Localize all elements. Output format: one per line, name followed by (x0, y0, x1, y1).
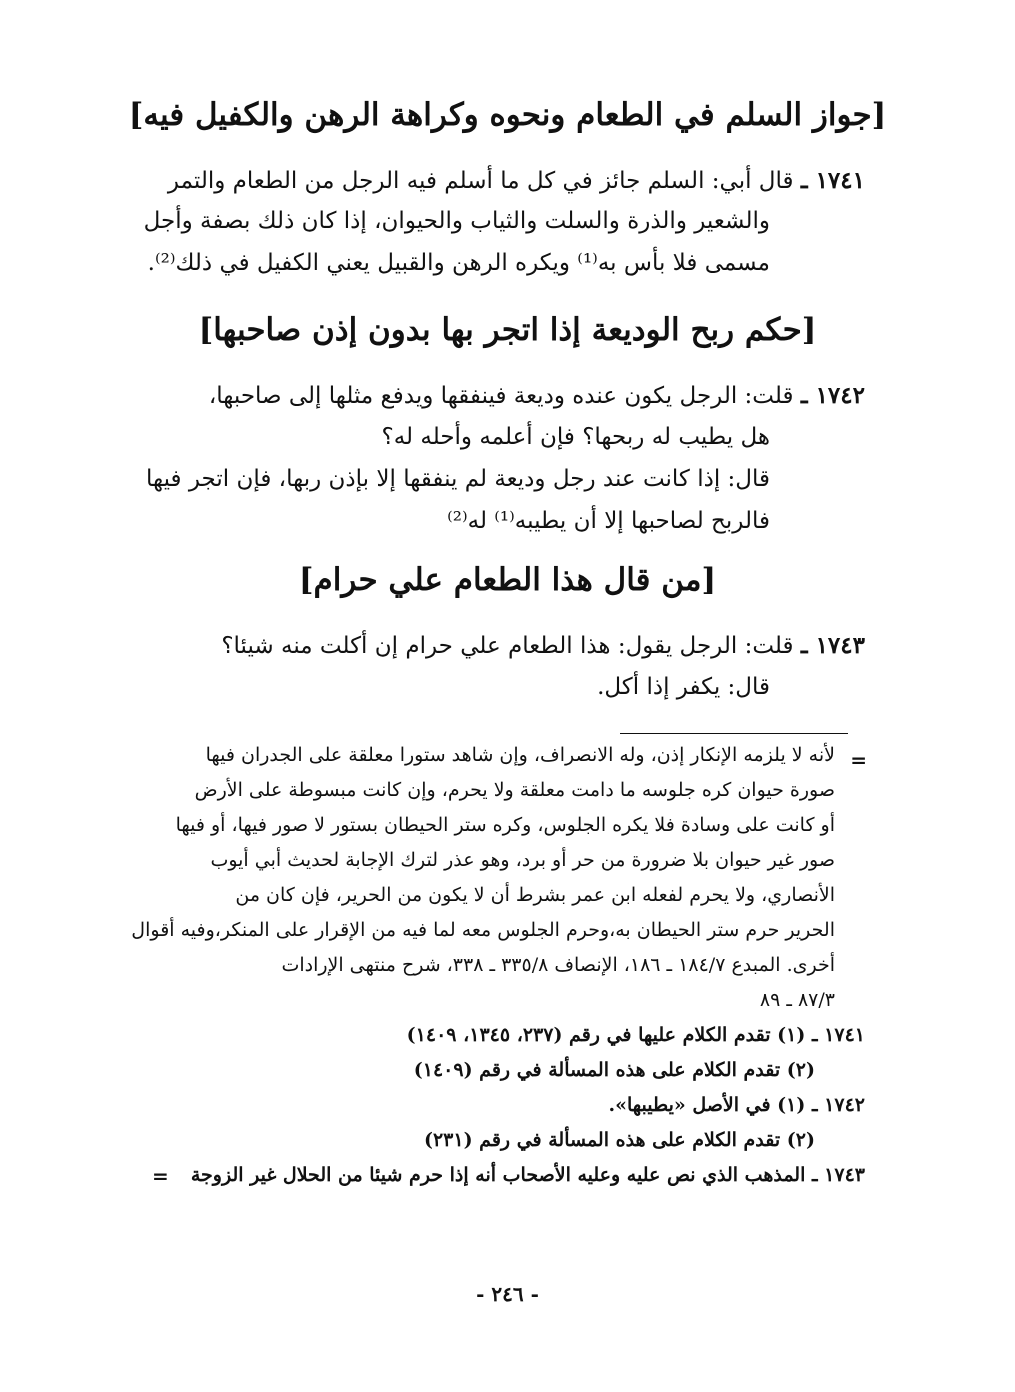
continuation-mark-end: = (152, 1164, 169, 1188)
entry-number-1743: ١٧٤٣ ـ (800, 632, 865, 659)
footnote-continued-line-7: أخرى. المبدع ١٨٤/٧ ـ ١٨٦، الإنصاف ٣٣٥/٨ ـ ٣٣٨، شرح منتهى الإرادات (281, 954, 835, 976)
entry-number-1742: ١٧٤٢ ـ (800, 382, 865, 409)
footnote-1741-1: ١٧٤١ ـ (١) تقدم الكلام عليها في رقم (٢٣٧، ١٣٤٥، ١٤٠٩) (406, 1024, 865, 1046)
entry-1742-line-2: هل يطيب له ربحها؟ فإن أعلمه وأحله له؟ (381, 424, 770, 450)
entry-1741-text-1: قال أبي: السلم جائز في كل ما أسلم فيه الرجل من الطعام والتمر (167, 168, 794, 194)
section-heading-wadiah: [حكم ربح الوديعة إذا اتجر بها بدون إذن صاحبها] (198, 312, 817, 348)
entry-1743-text-1: قلت: الرجل يقول: هذا الطعام علي حرام إن أكلت منه شيئا؟ (221, 633, 794, 659)
page-number: - ٢٤٦ - (476, 1282, 539, 1306)
footnote-continued-line-1: لأنه لا يلزمه الإنكار إذن، وله الانصراف، وإن شاهد ستورا معلقة على الجدران فيها (205, 744, 835, 766)
entry-1743-line-2: قال: يكفر إذا أكل. (597, 674, 770, 700)
footnote-1743: ١٧٤٣ ـ المذهب الذي نص عليه وعليه الأصحاب أنه إذا حرم شيئا من الحلال غير الزوجة (190, 1164, 865, 1186)
footnote-separator (620, 733, 848, 734)
footnote-continued-line-8: ٨٧/٣ ـ ٨٩ (759, 989, 835, 1011)
entry-number-1741: ١٧٤١ ـ (800, 167, 865, 194)
entry-1742-text-1: قلت: الرجل يكون عنده وديعة فينفقها ويدفع مثلها إلى صاحبها، (208, 383, 794, 409)
entry-1742-line-4: فالربح لصاحبها إلا أن يطيبه⁽¹⁾ له⁽²⁾ (447, 508, 770, 534)
entry-1742-line-1 (209, 382, 865, 409)
entry-1741-line-1 (168, 167, 865, 194)
footnote-continued-line-5: الأنصاري، ولا يحرم لفعله ابن عمر بشرط أن لا يكون من الحرير، فإن كان من (235, 884, 835, 906)
section-heading-haram: [من قال هذا الطعام علي حرام] (298, 562, 717, 598)
footnote-1742-2: (٢) تقدم الكلام على هذه المسألة في رقم (٢٣١) (423, 1129, 815, 1151)
footnote-continued-line-3: أو كانت على وسادة فلا يكره الجلوس، وكره ستر الحيطان بستور لا صور فيها، أو فيها (175, 814, 835, 836)
footnote-1742-1: ١٧٤٢ ـ (١) في الأصل «يطيبها». (608, 1094, 865, 1116)
footnote-continued-line-6: الحرير حرم ستر الحيطان به،وحرم الجلوس معه لما فيه من الإقرار على المنكر،وفيه أقوال (131, 919, 835, 941)
footnote-continued-line-2: صورة حيوان كره جلوسه ما دامت معلقة ولا يحرم، وإن كانت مبسوطة على الأرض (194, 779, 835, 801)
continuation-mark: = (850, 748, 867, 772)
entry-1741-line-3: مسمى فلا بأس به⁽¹⁾ ويكره الرهن والقبيل يعني الكفيل في ذلك⁽²⁾. (147, 250, 770, 276)
entry-1741-line-2: والشعير والذرة والسلت والثياب والحيوان، إذا كان ذلك بصفة وأجل (143, 208, 770, 234)
section-heading-salam: [جواز السلم في الطعام ونحوه وكراهة الرهن والكفيل فيه] (128, 97, 887, 133)
footnote-1741-2: (٢) تقدم الكلام على هذه المسألة في رقم (١٤٠٩) (413, 1059, 815, 1081)
footnote-continued-line-4: صور غير حيوان بلا ضرورة من حر أو برد، وهو عذر لترك الإجابة لحديث أبي أيوب (210, 849, 835, 871)
entry-1743-line-1 (221, 632, 865, 659)
entry-1742-line-3: قال: إذا كانت عند رجل وديعة لم ينفقها إلا بإذن ربها، فإن اتجر فيها (145, 466, 770, 492)
